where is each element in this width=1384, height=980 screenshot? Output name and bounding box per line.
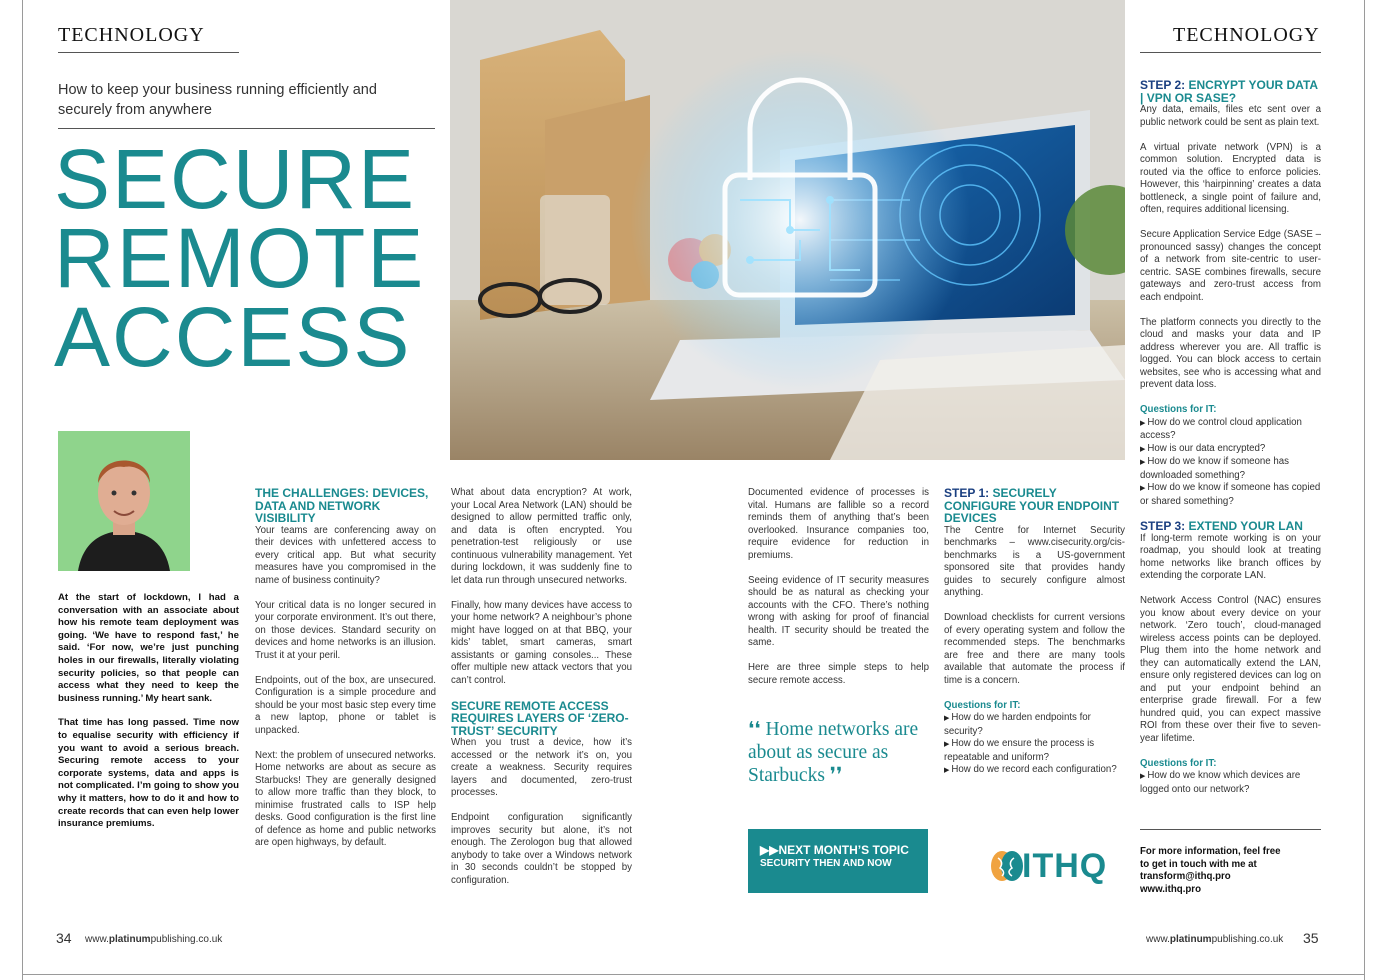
question-item: ▶ How is our data encrypted? [1140, 443, 1321, 457]
page-number-right: 35 [1303, 930, 1319, 946]
url-bold: platinum [108, 934, 151, 945]
section-rule-left [58, 52, 239, 53]
author-portrait-image [58, 431, 190, 571]
body-paragraph: Here are three simple steps to help secure remote access. [748, 662, 929, 686]
padlock-hologram-image [450, 0, 1125, 460]
body-paragraph: A virtual private network (VPN) is a common solution. Encrypted data is routed via the office to enforce policies. However, this ‘hairpinning’ creates a data bottleneck, a single point of failure and, often, requires additional licensing. [1140, 141, 1321, 215]
column-step1 [944, 487, 1125, 778]
step-heading [944, 487, 1125, 525]
question-item: ▶ How do we know if someone has downloaded something? [1140, 456, 1321, 482]
body-paragraph: When you trust a device, how it’s accessed or the network it’s on, you create a weakness. Security requires layers and documented, zero-trust processes. [451, 737, 632, 798]
page-bottom-rule [22, 974, 1365, 975]
question-item: ▶ How do we know if someone has copied or shared something? [1140, 482, 1321, 508]
page-number-left: 34 [56, 930, 72, 946]
contact-rule [1140, 829, 1321, 830]
column-challenges [255, 487, 436, 862]
questions-heading: Questions for IT: [944, 699, 1021, 711]
step-label: STEP 3: [1140, 519, 1186, 533]
step-title: ENCRYPT YOUR DATA | VPN OR SASE? [1140, 78, 1318, 105]
contact-line: For more information, feel free [1140, 846, 1281, 857]
article-title [54, 132, 426, 384]
column-encryption [451, 487, 632, 900]
body-paragraph: Download checklists for current versions of every operating system and follow the recommended steps. The benchmarks are free and there are many tools available that automate the process if time is a concern. [944, 612, 1125, 686]
publisher-url-left[interactable] [85, 934, 222, 945]
url-suffix: publishing.co.uk [1211, 934, 1284, 945]
body-paragraph: The platform connects you directly to the cloud and masks your data and IP address wherever you are. All traffic is logged. You can block access to certain websites, see who is accessing what and prevent data loss. [1140, 316, 1321, 390]
publisher-url-right[interactable] [1146, 934, 1283, 945]
column-steps-2-3 [1140, 79, 1321, 796]
ithq-logo-text: ITHQ [1022, 847, 1108, 885]
body-paragraph: Endpoint configuration significantly improves security but alone, it’s not enough. The Zerologon bug that allowed anybody to take over a Windows network in 30 seconds couldn’t be stopped by configuration. [451, 812, 632, 886]
body-paragraph: Seeing evidence of IT security measures should be as natural as checking your accounts with the CFO. There’s nothing wrong with asking for proof of financial health. IT security should be treated the same. [748, 574, 929, 648]
column-evidence [748, 487, 929, 700]
title-line: REMOTE [54, 211, 426, 305]
question-item: ▶ How do we know which devices are logged onto our network? [1140, 770, 1321, 796]
url-prefix: www. [1146, 934, 1170, 945]
body-paragraph: Endpoints, out of the box, are unsecured. Configuration is a simple procedure and should be your most basic step every time a new laptop, phone or tablet is unpacked. [255, 674, 436, 736]
body-paragraph: Documented evidence of processes is vital. Humans are fallible so a record reminds them of anything that’s been overlooked. Insurance companies too, require evidence for reduction in premiums. [748, 487, 929, 561]
lead-paragraph: That time has long passed. Time now to equalise security with efficiency if you want to avoid a serious breach. Securing remote access to your corporate systems, data and apps is not complicated. I’m going to show you why it matters, how to do it and how to create records that can even help lower insurance premiums. [58, 717, 239, 830]
next-month-box [748, 829, 928, 893]
article-lead [58, 592, 239, 843]
step-heading [1140, 520, 1321, 533]
body-paragraph: The Centre for Internet Security benchmarks – www.cisecurity.org/cis-benchmarks is a US-government sponsored site that provides handy guides to securely configure almost anything. [944, 524, 1125, 598]
body-paragraph: Finally, how many devices have access to your home network? A neighbour’s phone might have logged on at that BBQ, your kids’ tablet, smart cameras, smart assistants or gaming consoles... These offer multiple new attack vectors that you can’t control. [451, 599, 632, 686]
title-line: SECURE [54, 132, 417, 226]
contact-line: to get in touch with me at [1140, 858, 1257, 870]
section-rule-right [1140, 52, 1321, 53]
step-label: STEP 1: [944, 486, 990, 500]
body-paragraph: Your critical data is no longer secured in your corporate environment. It’s out there, on those devices. Standard security on devices and home networks is an illusion. Trust it at your peril. [255, 599, 436, 661]
section-label-right: TECHNOLOGY [1173, 24, 1320, 46]
next-month-topic: SECURITY THEN AND NOW [760, 858, 892, 869]
title-line: ACCESS [54, 290, 412, 384]
url-suffix: publishing.co.uk [150, 934, 223, 945]
section-heading: SECURE REMOTE ACCESS REQUIRES LAYERS OF ‘ZERO-TRUST’ SECURITY [451, 698, 629, 738]
subhead-rule [58, 128, 435, 129]
article-subhead: How to keep your business running efficiently and securely from anywhere [58, 82, 377, 118]
body-paragraph: Secure Application Service Edge (SASE – pronounced sassy) changes the concept of a network from site-centric to user-centric. SASE combines firewalls, secure gateways and zero-trust access from each endpoint. [1140, 229, 1321, 303]
body-paragraph: Any data, emails, files etc sent over a public network could be sent as plain text. [1140, 104, 1321, 128]
question-item: ▶ How do we record each configuration? [944, 764, 1125, 778]
step-heading [1140, 79, 1321, 104]
body-paragraph: If long-term remote working is on your roadmap, you should look at treating home networks like branch offices by extending the corporate LAN. [1140, 532, 1321, 581]
questions-heading: Questions for IT: [1140, 757, 1217, 769]
question-item: ▶ How do we harden endpoints for security? [944, 712, 1125, 738]
page-left-rule [22, 0, 23, 980]
body-paragraph: Next: the problem of unsecured networks. Home networks are about as secure as Starbucks! They are generally designed to allow more traffic than they block, to minimise frustrated calls to ISP help desks. Good configuration is the first line of defence as home and public networks are open highways, by default. [255, 749, 436, 848]
pull-quote: ❛❛ Home networks are about as secure as Starbucks ❜❜ [748, 719, 919, 786]
body-paragraph: What about data encryption? At work, your Local Area Network (LAN) should be designed to allow permitted traffic only, and data is often encrypted. You penetration-test religiously or use continuous vulnerability management. Yet during lockdown, it was suddenly fine to let data run through unsecured networks. [451, 487, 632, 586]
url-bold: platinum [1169, 934, 1212, 945]
contact-email[interactable]: transform@ithq.pro [1140, 871, 1231, 882]
lead-paragraph: At the start of lockdown, I had a conversation with an associate about how his remote team deployment was going. ‘We have to respond fast,’ he said. ‘For now, we’re just punching holes in our firewalls, literally violating security policies, so that people can access what they need to keep the business running.’ My heart sank. [58, 592, 239, 704]
section-label-left: TECHNOLOGY [58, 24, 205, 46]
section-heading: THE CHALLENGES: DEVICES, DATA AND NETWORK VISIBILITY [255, 486, 429, 525]
contact-info [1140, 846, 1321, 896]
step-title: SECURELY CONFIGURE YOUR ENDPOINT DEVICES [944, 486, 1120, 525]
step-label: STEP 2: [1140, 78, 1186, 92]
next-month-label: ▶▶NEXT MONTH’S TOPIC [760, 843, 909, 857]
page-right-rule [1364, 0, 1365, 980]
question-item: ▶ How do we ensure the process is repeatable and uniform? [944, 738, 1125, 764]
body-paragraph: Your teams are conferencing away on their devices with unfettered access to every critical app. But what security measures have you compromised in the name of business continuity? [255, 524, 436, 586]
body-paragraph: Network Access Control (NAC) ensures you know about every device on your network. ‘Zero touch’, cloud-managed wireless access points can be deployed. Plug them into the home network and they can automatically extend the LAN, ensure only registered devices can log on and put your endpoint behind an enterprise grade firewall. For a few hundred quid, you can expect massive ROI from these over their five to seven-year lifetime. [1140, 595, 1321, 744]
question-item: ▶ How do we control cloud application access? [1140, 417, 1321, 443]
questions-heading: Questions for IT: [1140, 404, 1217, 415]
url-prefix: www. [85, 934, 109, 945]
contact-website[interactable]: www.ithq.pro [1140, 883, 1201, 895]
step-title: EXTEND YOUR LAN [1188, 519, 1303, 533]
